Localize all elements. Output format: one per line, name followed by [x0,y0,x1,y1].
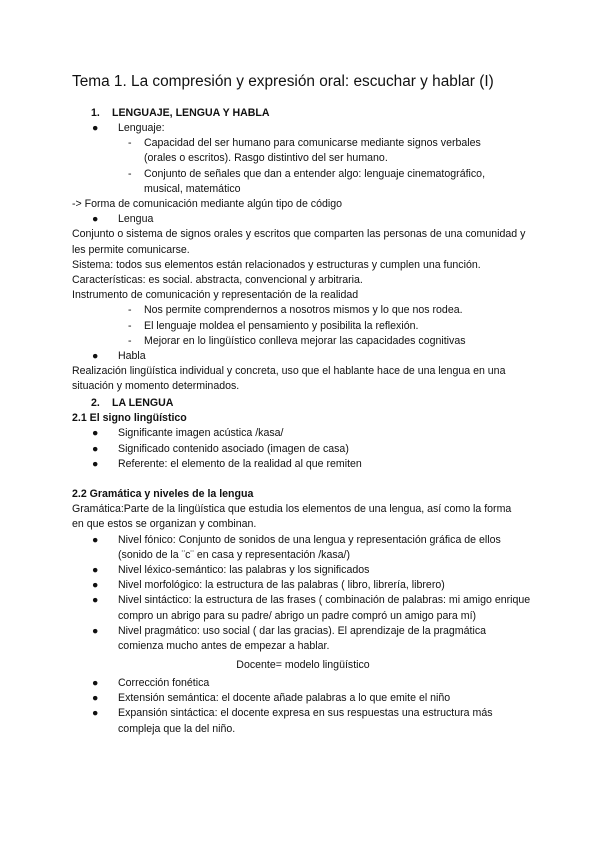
list-item [72,593,542,623]
list-item [72,334,534,349]
dash-icon: - [128,167,132,180]
list-item-text: Corrección fonética [118,677,210,689]
paragraph: Características: es social. abstracta, convencional y arbitraria. [72,273,363,286]
list-item [72,319,534,334]
list-item [72,212,534,227]
bullet-icon: ● [92,564,99,576]
lenguaje-block [72,121,534,395]
list-item-text: Mejorar en lo lingüístico conlleva mejorar las capacidades cognitivas [144,334,466,347]
bullet-icon: ● [92,457,99,470]
paragraph: Conjunto o sistema de signos orales y escritos que comparten las personas de una comunidad y les permite comunicarse. [72,228,526,256]
bullet-icon: ● [92,707,99,720]
paragraph: Sistema: todos sus elementos están relacionados y estructuras y cumplen una función. [72,258,481,271]
section-2-2 [72,487,534,654]
dash-icon: - [128,334,132,347]
list-item-text: Nos permite comprendernos a nosotros mismos y lo que nos rodea. [144,304,463,317]
subsection-heading: 2.2 Gramática y niveles de la lengua [72,488,254,500]
docente-block [72,658,534,673]
paragraph: Instrumento de comunicación y representación de la realidad [72,289,359,302]
docente-list [72,676,534,737]
paragraph: Gramática:Parte de la lingüística que estudia los elementos de una lengua, así como la forma en que estos se organizan y combinan. [72,503,512,531]
section-2 [72,396,534,472]
list-item [72,136,534,166]
dash-icon: - [128,304,132,317]
page-title: Tema 1. La compresión y expresión oral: escuchar y hablar (I) [72,73,494,90]
list-item [72,578,534,593]
bullet-icon: ● [92,122,99,134]
bullet-icon: ● [92,533,99,546]
list-item-text: Nivel léxico-semántico: las palabras y los significados [118,564,370,576]
list-item-text: Extensión semántica: el docente añade palabras a lo que emite el niño [118,692,451,705]
codigo-note: -> Forma de comunicación mediante algún tipo de código [72,198,343,210]
list-item-text: Capacidad del ser humano para comunicarse mediante signos verbales (orales o escritos). Rasgo distintivo del ser humano. [144,137,481,165]
bullet-icon: ● [92,594,99,607]
list-item [72,457,534,472]
list-item-text: Nivel fónico: Conjunto de sonidos de una lengua y representación gráfica de ellos (sonido de la ¨c¨ en casa y representación /kasa/) [118,533,501,561]
dash-icon: - [128,137,132,150]
subsection-heading: 2.1 El signo lingüístico [72,412,187,425]
section-2-heading [72,396,534,411]
section-number: 2. [91,397,100,409]
list-item-text: Nivel sintáctico: la estructura de las frases ( combinación de palabras: mi amigo enrique compro un abrigo para su padre/ abrigo un padre compró un amigo para mí) [118,594,531,622]
list-item-text: Nivel pragmático: uso social ( dar las gracias). El aprendizaje de la pragmática comienza mucho antes de empezar a hablar. [118,624,487,652]
list-item-text: Lengua [118,213,154,226]
list-item [72,167,534,197]
list-item-text: Habla [118,349,146,362]
list-item-text: Referente: el elemento de la realidad al que remiten [118,457,362,470]
list-item-text: El lenguaje moldea el pensamiento y posibilita la reflexión. [144,319,419,332]
bullet-icon: ● [92,427,99,440]
section-title: LA LENGUA [112,397,174,409]
bullet-icon: ● [92,692,99,705]
list-item-text: Lenguaje: [118,122,165,134]
list-item [72,533,534,563]
docente-heading: Docente= modelo lingüístico [236,659,370,671]
list-item-text: Significante imagen acústica /kasa/ [118,427,284,440]
section-1-heading [72,106,534,121]
section-number: 1. [91,107,100,119]
list-item [72,691,534,706]
bullet-icon: ● [92,213,99,226]
dash-icon: - [128,319,132,332]
bullet-icon: ● [92,677,99,689]
bullet-icon: ● [92,579,99,592]
bullet-icon: ● [92,442,99,455]
section-title: LENGUAJE, LENGUA Y HABLA [112,107,270,119]
bullet-icon: ● [92,349,99,362]
list-item [72,624,534,654]
list-item [72,676,534,691]
list-item [72,706,534,736]
list-item-text: Nivel morfológico: la estructura de las palabras ( libro, librería, librero) [118,579,445,592]
list-item-text: Significado contenido asociado (imagen de casa) [118,442,349,455]
list-item [72,349,534,364]
bullet-icon: ● [92,624,99,637]
list-item-text: Conjunto de señales que dan a entender algo: lenguaje cinematográfico, musical, matemático [144,167,486,195]
list-item [72,121,534,136]
list-item [72,563,534,578]
list-item [72,303,534,318]
paragraph: Realización lingüística individual y concreta, uso que el hablante hace de una lengua en una situación y momento determinados. [72,365,506,393]
list-item [72,426,534,441]
list-item [72,442,534,457]
list-item-text: Expansión sintáctica: el docente expresa en sus respuestas una estructura más compleja que la del niño. [118,707,493,735]
